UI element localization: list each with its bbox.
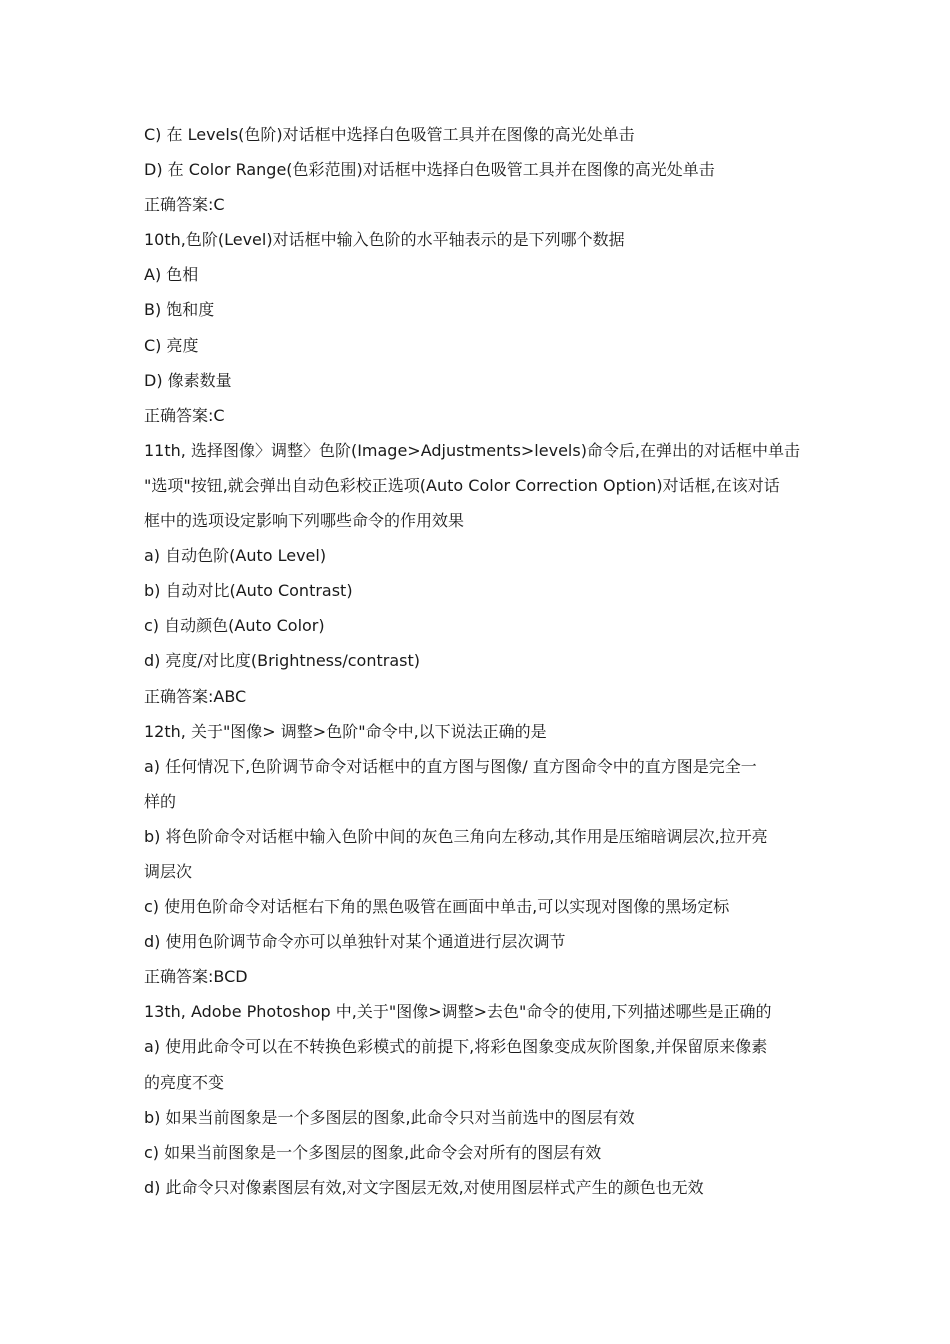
option-line: b) 将色阶命令对话框中输入色阶中间的灰色三角向左移动,其作用是压缩暗调层次,拉开亮	[144, 826, 768, 846]
option-line: a) 自动色阶(Auto Level)	[144, 546, 327, 566]
answer-line: 正确答案:ABC	[144, 686, 247, 706]
question-line: 框中的选项设定影响下列哪些命令的作用效果	[144, 511, 465, 531]
text-line: C) 在 Levels(色阶)对话框中选择白色吸管工具并在图像的高光处单击	[144, 125, 635, 144]
question-line: 12th, 关于"图像> 调整>色阶"命令中,以下说法正确的是	[144, 721, 547, 741]
option-line: A) 色相	[144, 265, 199, 285]
question-line: 11th, 选择图像〉调整〉色阶(Image>Adjustments>levels)命令后,在弹出的对话框中单击	[144, 440, 801, 460]
option-line: 的亮度不变	[144, 1072, 225, 1092]
answer-line: 正确答案:C	[144, 405, 225, 425]
option-line: B) 饱和度	[144, 300, 215, 320]
option-line: a) 使用此命令可以在不转换色彩模式的前提下,将彩色图象变成灰阶图象,并保留原来像素	[144, 1037, 768, 1057]
question-line: 10th,色阶(Level)对话框中输入色阶的水平轴表示的是下列哪个数据	[144, 230, 625, 250]
option-line: b) 自动对比(Auto Contrast)	[144, 581, 353, 601]
option-line: 样的	[144, 791, 177, 811]
option-line: c) 自动颜色(Auto Color)	[144, 616, 325, 636]
option-line: D) 像素数量	[144, 370, 232, 390]
text-line: D) 在 Color Range(色彩范围)对话框中选择白色吸管工具并在图像的高光处单击	[144, 160, 715, 180]
option-line: C) 亮度	[144, 335, 199, 355]
answer-line: 正确答案:BCD	[144, 967, 248, 987]
option-line: c) 使用色阶命令对话框右下角的黑色吸管在画面中单击,可以实现对图像的黑场定标	[144, 897, 730, 917]
option-line: 调层次	[144, 861, 193, 881]
option-line: d) 使用色阶调节命令亦可以单独针对某个通道进行层次调节	[144, 932, 566, 952]
question-line: 13th, Adobe Photoshop 中,关于"图像>调整>去色"命令的使用,下列描述哪些是正确的	[144, 1002, 772, 1022]
option-line: d) 亮度/对比度(Brightness/contrast)	[144, 651, 420, 671]
document-body	[144, 117, 814, 1205]
option-line: a) 任何情况下,色阶调节命令对话框中的直方图与图像/ 直方图命令中的直方图是完全一	[144, 756, 757, 776]
option-line: b) 如果当前图象是一个多图层的图象,此命令只对当前选中的图层有效	[144, 1107, 635, 1127]
option-line: d) 此命令只对像素图层有效,对文字图层无效,对使用图层样式产生的颜色也无效	[144, 1177, 704, 1197]
question-line: "选项"按钮,就会弹出自动色彩校正选项(Auto Color Correction Option)对话框,在该对话	[144, 475, 780, 495]
answer-line: 正确答案:C	[144, 195, 225, 215]
option-line: c) 如果当前图象是一个多图层的图象,此命令会对所有的图层有效	[144, 1142, 602, 1162]
